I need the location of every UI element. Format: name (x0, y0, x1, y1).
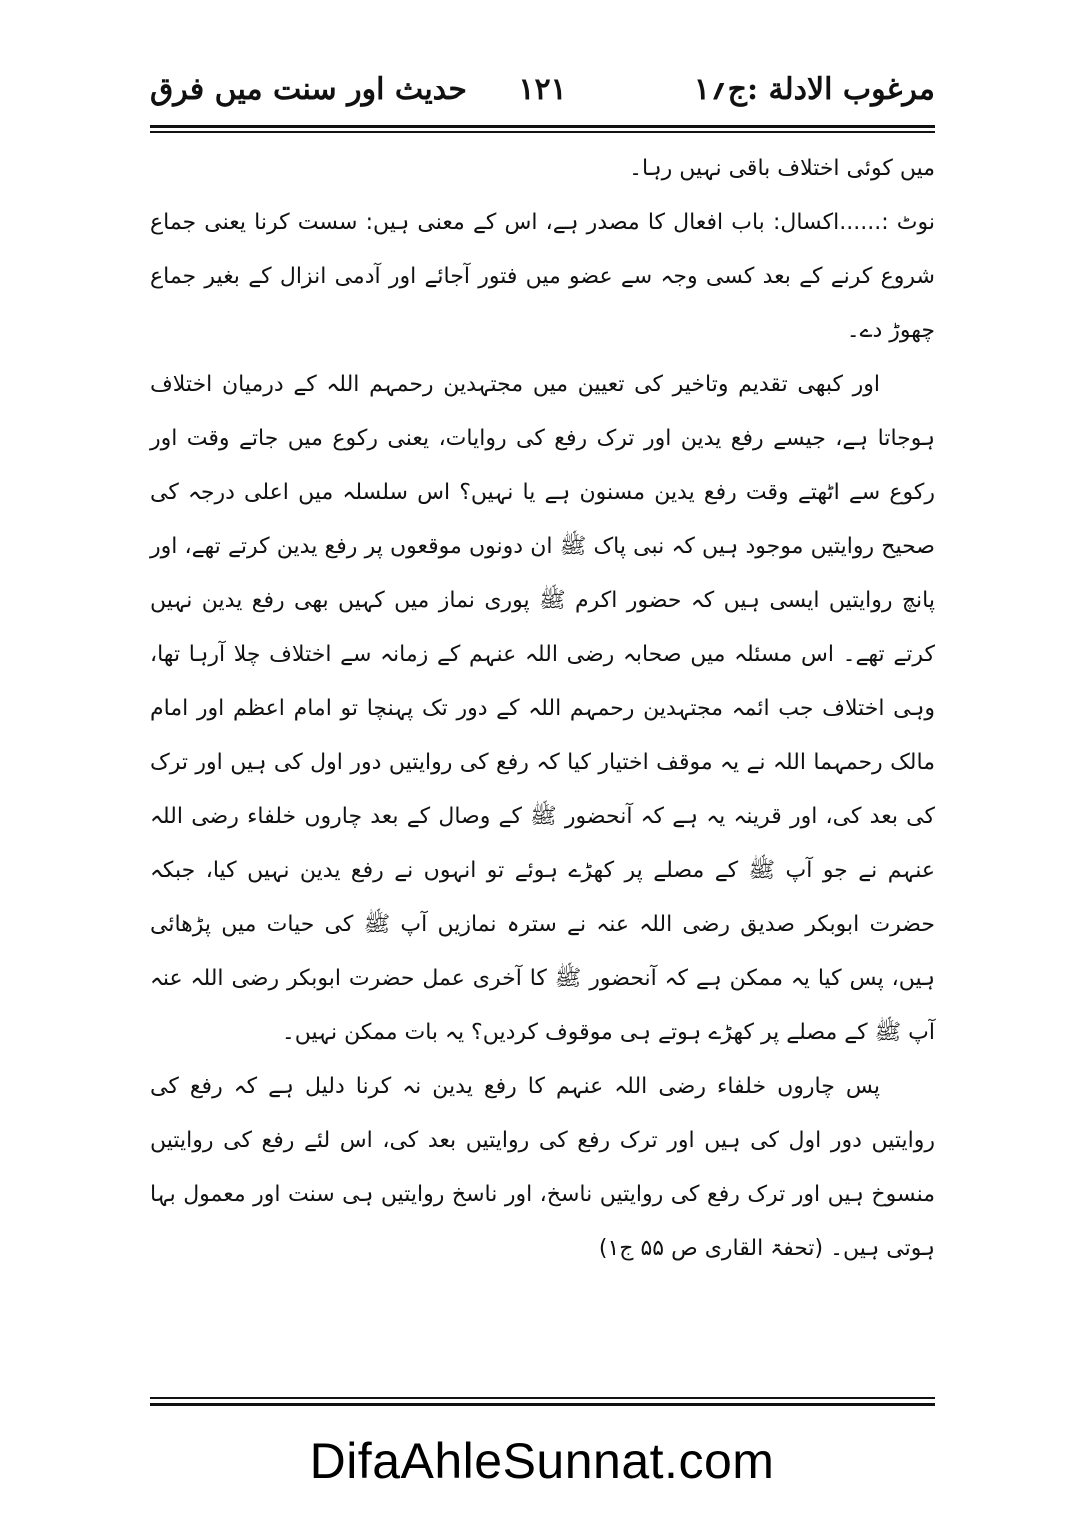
header-rule-thick (150, 125, 935, 128)
book-title: مرغوب الادلة :ج؍١ (693, 72, 935, 107)
page-number: ١٢١ (518, 72, 567, 107)
paragraph-note: نوٹ :......اکسال: باب افعال کا مصدر ہے، اس کے معنی ہیں: سست کرنا یعنی جماع شروع کرنے کے بعد کسی وجہ سے عضو میں فتور آجائے اور آدمی انزال کے بغیر جماع چھوڑ دے۔ (150, 210, 935, 343)
paragraph-3: اور کبھی تقدیم وتاخیر کی تعیین میں مجتہدین رحمہم اللہ کے درمیان اختلاف ہوجاتا ہے، جیسے رفع یدین اور ترک رفع کی روایات، یعنی رکوع میں جاتے وقت اور رکوع سے اٹھتے وقت رفع یدین مسنون ہے یا نہیں؟ اس سلسلہ میں اعلی درجہ کی صحیح روایتیں موجود ہیں کہ نبی پاک ﷺ ان دونوں موقعوں پر رفع یدین کرتے تھے، اور پانچ روایتیں ایسی ہیں کہ حضور اکرم ﷺ پوری نماز میں کہیں بھی رفع یدین نہیں کرتے تھے۔ اس مسئلہ میں صحابہ رضی اللہ عنہم کے زمانہ سے اختلاف چلا آرہا تھا، وہی اختلاف جب ائمہ مجتہدین رحمہم اللہ کے دور تک پہنچا تو امام اعظم اور امام مالک رحمہما اللہ نے یہ موقف اختیار کیا کہ رفع کی روایتیں دور اول کی ہیں اور ترک کی بعد کی، اور قرینہ یہ ہے کہ آنحضور ﷺ کے وصال کے بعد چاروں خلفاء رضی اللہ عنہم نے جو آپ ﷺ کے مصلے پر کھڑے ہوئے تو انہوں نے رفع یدین نہیں کیا، جبکہ حضرت ابوبکر صدیق رضی اللہ عنہ نے سترہ نمازیں آپ ﷺ کی حیات میں پڑھائی ہیں، پس کیا یہ ممکن ہے کہ آنحضور ﷺ کا آخری عمل حضرت ابوبکر رضی اللہ عنہ آپ ﷺ کے مصلے پر کھڑے ہوتے ہی موقوف کردیں؟ یہ بات ممکن نہیں۔ (150, 372, 935, 1045)
paragraph-4-text: پس چاروں خلفاء رضی اللہ عنہم کا رفع یدین نہ کرنا دلیل ہے کہ رفع کی روایتیں دور اول کی ہیں اور ترک رفع کی روایتیں بعد کی، اس لئے رفع کی روایتیں منسوخ ہیں اور ترک رفع کی روایتیں ناسخ، اور ناسخ روایتیں ہی سنت اور معمول بہا ہوتی ہیں۔ (150, 1074, 935, 1261)
footer-rule-thick (150, 1403, 935, 1406)
page-header (150, 62, 935, 122)
page-body (150, 142, 935, 1276)
header-rule-thin (150, 131, 935, 133)
footer-rule-thin (150, 1397, 935, 1399)
reference-citation: (تحفۃ القاری ص ۵۵ ج۱) (598, 1236, 824, 1261)
paragraph-4 (150, 1060, 935, 1276)
paragraph-1: میں کوئی اختلاف باقی نہیں رہا۔ (629, 156, 935, 181)
chapter-title: حدیث اور سنت میں فرق (150, 72, 467, 107)
site-watermark: DifaAhleSunnat.com (309, 1433, 775, 1489)
